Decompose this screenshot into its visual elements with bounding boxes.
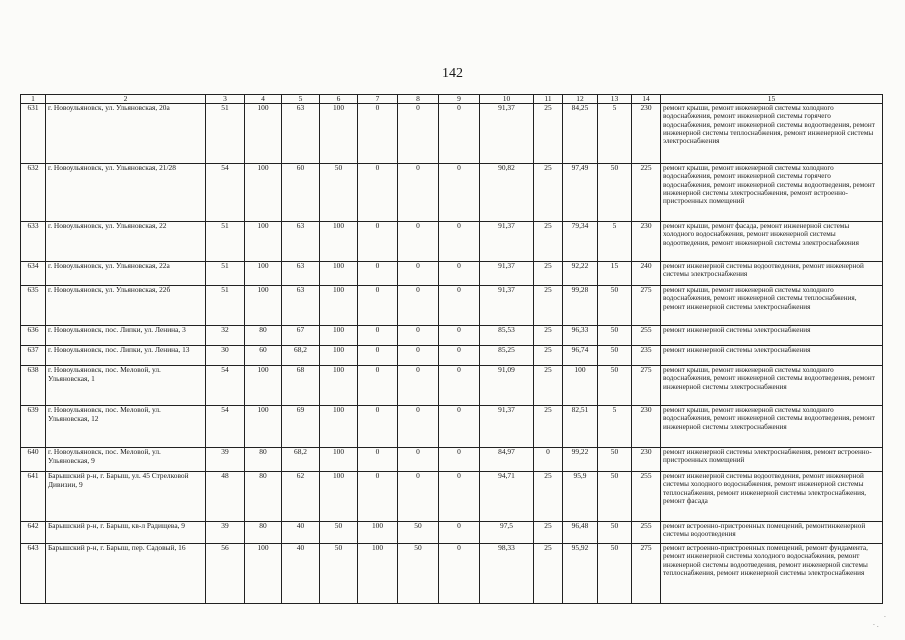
value-cell-9: 0: [439, 286, 480, 326]
value-cell-12: 79,34: [563, 222, 598, 262]
column-header-4: 4: [245, 95, 282, 104]
value-cell-9: 0: [439, 222, 480, 262]
row-number-cell: 637: [21, 346, 46, 366]
row-number-cell: 632: [21, 164, 46, 222]
value-cell-9: 0: [439, 544, 480, 604]
value-cell-11: 25: [534, 262, 563, 286]
value-cell-7: 0: [358, 286, 398, 326]
value-cell-14: 240: [632, 262, 661, 286]
value-cell-13: 5: [598, 104, 632, 164]
value-cell-7: 0: [358, 366, 398, 406]
value-cell-5: 69: [282, 406, 320, 448]
value-cell-5: 63: [282, 262, 320, 286]
value-cell-12: 92,22: [563, 262, 598, 286]
header-row: [21, 95, 883, 104]
column-header-7: 7: [358, 95, 398, 104]
column-header-6: 6: [320, 95, 358, 104]
value-cell-3: 56: [206, 544, 245, 604]
value-cell-14: 275: [632, 286, 661, 326]
value-cell-6: 100: [320, 346, 358, 366]
row-number-cell: 640: [21, 448, 46, 472]
value-cell-12: 82,51: [563, 406, 598, 448]
value-cell-3: 48: [206, 472, 245, 522]
value-cell-4: 100: [245, 286, 282, 326]
value-cell-7: 0: [358, 448, 398, 472]
value-cell-4: 100: [245, 164, 282, 222]
value-cell-11: 25: [534, 104, 563, 164]
value-cell-3: 51: [206, 286, 245, 326]
value-cell-6: 100: [320, 326, 358, 346]
value-cell-3: 51: [206, 104, 245, 164]
value-cell-14: 225: [632, 164, 661, 222]
value-cell-9: 0: [439, 522, 480, 544]
value-cell-10: 90,82: [480, 164, 534, 222]
value-cell-8: 0: [398, 262, 439, 286]
value-cell-14: 255: [632, 472, 661, 522]
value-cell-10: 98,33: [480, 544, 534, 604]
value-cell-5: 68: [282, 366, 320, 406]
value-cell-11: 25: [534, 472, 563, 522]
value-cell-8: 50: [398, 544, 439, 604]
value-cell-7: 100: [358, 544, 398, 604]
address-cell: Барышский р-н, г. Барыш, ул. 45 Стрелковой Дивизии, 9: [46, 472, 206, 522]
value-cell-14: 275: [632, 366, 661, 406]
repair-works-cell: ремонт инженерной системы водоотведения, ремонт инженерной системы электроснабжения: [661, 262, 883, 286]
value-cell-7: 0: [358, 262, 398, 286]
value-cell-14: 255: [632, 522, 661, 544]
value-cell-13: 50: [598, 164, 632, 222]
address-cell: г. Новоульяновск, ул. Ульяновская, 22: [46, 222, 206, 262]
table-row: [21, 346, 883, 366]
table-row: [21, 448, 883, 472]
scan-mark: · .: [873, 622, 879, 629]
value-cell-14: 230: [632, 406, 661, 448]
column-header-5: 5: [282, 95, 320, 104]
table-row: [21, 222, 883, 262]
value-cell-10: 85,53: [480, 326, 534, 346]
value-cell-11: 25: [534, 346, 563, 366]
value-cell-5: 40: [282, 544, 320, 604]
value-cell-7: 0: [358, 406, 398, 448]
value-cell-4: 80: [245, 448, 282, 472]
column-header-11: 11: [534, 95, 563, 104]
column-header-8: 8: [398, 95, 439, 104]
value-cell-8: 0: [398, 222, 439, 262]
row-number-cell: 635: [21, 286, 46, 326]
value-cell-3: 30: [206, 346, 245, 366]
value-cell-11: 25: [534, 366, 563, 406]
row-number-cell: 636: [21, 326, 46, 346]
value-cell-14: 230: [632, 222, 661, 262]
repair-works-cell: ремонт крыши, ремонт инженерной системы холодного водоснабжения, ремонт инженерной системы горячего водоснабжения, ремонт инженерной системы водоотведения, ремонт инженерной системы электроснабжения, ремонт встроенно-пристроенных помещений: [661, 164, 883, 222]
column-header-9: 9: [439, 95, 480, 104]
value-cell-6: 100: [320, 104, 358, 164]
value-cell-10: 84,97: [480, 448, 534, 472]
value-cell-12: 100: [563, 366, 598, 406]
row-number-cell: 641: [21, 472, 46, 522]
value-cell-7: 100: [358, 522, 398, 544]
column-header-15: 15: [661, 95, 883, 104]
table-row: [21, 326, 883, 346]
value-cell-5: 68,2: [282, 346, 320, 366]
value-cell-8: 0: [398, 406, 439, 448]
value-cell-14: 235: [632, 346, 661, 366]
table-row: [21, 164, 883, 222]
value-cell-12: 95,92: [563, 544, 598, 604]
value-cell-5: 68,2: [282, 448, 320, 472]
value-cell-10: 91,37: [480, 286, 534, 326]
value-cell-8: 0: [398, 448, 439, 472]
address-cell: г. Новоульяновск, пос. Меловой, ул. Ульяновская, 12: [46, 406, 206, 448]
value-cell-11: 25: [534, 406, 563, 448]
row-number-cell: 643: [21, 544, 46, 604]
value-cell-5: 60: [282, 164, 320, 222]
value-cell-11: 25: [534, 286, 563, 326]
value-cell-13: 50: [598, 544, 632, 604]
value-cell-4: 100: [245, 262, 282, 286]
value-cell-10: 97,5: [480, 522, 534, 544]
table-row: [21, 286, 883, 326]
column-header-3: 3: [206, 95, 245, 104]
row-number-cell: 639: [21, 406, 46, 448]
value-cell-11: 0: [534, 448, 563, 472]
value-cell-7: 0: [358, 104, 398, 164]
value-cell-13: 50: [598, 448, 632, 472]
repair-works-cell: ремонт крыши, ремонт фасада, ремонт инженерной системы холодного водоснабжения, ремонт инженерной системы водоотведения, ремонт инженерной системы электроснабжения: [661, 222, 883, 262]
value-cell-4: 100: [245, 366, 282, 406]
value-cell-12: 99,28: [563, 286, 598, 326]
value-cell-14: 275: [632, 544, 661, 604]
column-header-14: 14: [632, 95, 661, 104]
repair-works-cell: ремонт инженерной системы электроснабжения, ремонт встроенно-пристроенных помещений: [661, 448, 883, 472]
repair-works-cell: ремонт инженерной системы электроснабжения: [661, 326, 883, 346]
value-cell-8: 0: [398, 346, 439, 366]
row-number-cell: 634: [21, 262, 46, 286]
value-cell-8: 0: [398, 472, 439, 522]
value-cell-3: 54: [206, 406, 245, 448]
value-cell-9: 0: [439, 366, 480, 406]
table-row: [21, 472, 883, 522]
value-cell-10: 91,37: [480, 406, 534, 448]
column-header-10: 10: [480, 95, 534, 104]
value-cell-3: 39: [206, 448, 245, 472]
row-number-cell: 638: [21, 366, 46, 406]
scan-mark: ·: [884, 614, 886, 621]
value-cell-12: 95,9: [563, 472, 598, 522]
address-cell: г. Новоульяновск, пос. Липки, ул. Ленина, 13: [46, 346, 206, 366]
value-cell-11: 25: [534, 164, 563, 222]
value-cell-8: 0: [398, 366, 439, 406]
value-cell-11: 25: [534, 326, 563, 346]
value-cell-6: 100: [320, 472, 358, 522]
value-cell-3: 51: [206, 262, 245, 286]
value-cell-14: 255: [632, 326, 661, 346]
repair-works-cell: ремонт инженерной системы электроснабжения: [661, 346, 883, 366]
value-cell-9: 0: [439, 346, 480, 366]
value-cell-8: 0: [398, 326, 439, 346]
column-header-1: 1: [21, 95, 46, 104]
value-cell-5: 40: [282, 522, 320, 544]
column-header-13: 13: [598, 95, 632, 104]
value-cell-4: 100: [245, 104, 282, 164]
value-cell-13: 15: [598, 262, 632, 286]
value-cell-13: 50: [598, 522, 632, 544]
address-cell: г. Новоульяновск, ул. Ульяновская, 20а: [46, 104, 206, 164]
value-cell-9: 0: [439, 164, 480, 222]
repair-works-cell: ремонт крыши, ремонт инженерной системы холодного водоснабжения, ремонт инженерной системы горячего водоснабжения, ремонт инженерной системы водоотведения, ремонт инженерной системы теплоснабжения, ремонт инженерной системы электроснабжения: [661, 104, 883, 164]
table-row: [21, 522, 883, 544]
value-cell-10: 91,37: [480, 262, 534, 286]
address-cell: г. Новоульяновск, пос. Меловой, ул. Ульяновская, 9: [46, 448, 206, 472]
value-cell-11: 25: [534, 222, 563, 262]
value-cell-4: 100: [245, 222, 282, 262]
repair-works-cell: ремонт встроенно-пристроенных помещений, ремонтинженерной системы водоотведения: [661, 522, 883, 544]
value-cell-13: 5: [598, 222, 632, 262]
value-cell-10: 85,25: [480, 346, 534, 366]
repair-works-cell: ремонт встроенно-пристроенных помещений, ремонт фундамента, ремонт инженерной системы холодного водоснабжения, ремонт инженерной системы водоотведения, ремонт инженерной системы теплоснабжения, ремонт инженерной системы электроснабжения: [661, 544, 883, 604]
address-cell: г. Новоульяновск, ул. Ульяновская, 21/28: [46, 164, 206, 222]
table-row: [21, 104, 883, 164]
value-cell-12: 96,33: [563, 326, 598, 346]
column-header-12: 12: [563, 95, 598, 104]
value-cell-7: 0: [358, 346, 398, 366]
value-cell-13: 50: [598, 346, 632, 366]
value-cell-7: 0: [358, 222, 398, 262]
value-cell-6: 100: [320, 222, 358, 262]
value-cell-5: 63: [282, 286, 320, 326]
value-cell-13: 50: [598, 472, 632, 522]
value-cell-4: 80: [245, 522, 282, 544]
value-cell-6: 50: [320, 164, 358, 222]
value-cell-6: 100: [320, 406, 358, 448]
value-cell-11: 25: [534, 522, 563, 544]
value-cell-9: 0: [439, 448, 480, 472]
table-row: [21, 262, 883, 286]
repair-works-cell: ремонт инженерной системы водоотведения, ремонт инженерной системы холодного водоснабжения, ремонт инженерной системы теплоснабжения, ремонт инженерной системы электроснабжения, ремонт фасада: [661, 472, 883, 522]
value-cell-8: 50: [398, 522, 439, 544]
value-cell-7: 0: [358, 164, 398, 222]
value-cell-14: 230: [632, 448, 661, 472]
table-row: [21, 366, 883, 406]
value-cell-10: 91,37: [480, 104, 534, 164]
value-cell-5: 67: [282, 326, 320, 346]
value-cell-4: 80: [245, 326, 282, 346]
value-cell-4: 100: [245, 406, 282, 448]
value-cell-3: 54: [206, 164, 245, 222]
value-cell-9: 0: [439, 262, 480, 286]
value-cell-12: 96,74: [563, 346, 598, 366]
address-cell: Барышский р-н, г. Барыш, кв-л Радищева, 9: [46, 522, 206, 544]
repair-registry-table: [20, 94, 883, 604]
value-cell-3: 54: [206, 366, 245, 406]
value-cell-11: 25: [534, 544, 563, 604]
value-cell-4: 80: [245, 472, 282, 522]
value-cell-6: 100: [320, 366, 358, 406]
table-row: [21, 406, 883, 448]
value-cell-6: 100: [320, 286, 358, 326]
row-number-cell: 633: [21, 222, 46, 262]
value-cell-13: 5: [598, 406, 632, 448]
value-cell-5: 62: [282, 472, 320, 522]
value-cell-9: 0: [439, 104, 480, 164]
value-cell-8: 0: [398, 286, 439, 326]
row-number-cell: 631: [21, 104, 46, 164]
value-cell-13: 50: [598, 326, 632, 346]
value-cell-4: 60: [245, 346, 282, 366]
value-cell-3: 39: [206, 522, 245, 544]
value-cell-6: 50: [320, 522, 358, 544]
value-cell-10: 94,71: [480, 472, 534, 522]
value-cell-8: 0: [398, 164, 439, 222]
value-cell-3: 32: [206, 326, 245, 346]
address-cell: г. Новоульяновск, ул. Ульяновская, 22б: [46, 286, 206, 326]
repair-works-cell: ремонт крыши, ремонт инженерной системы холодного водоснабжения, ремонт инженерной системы теплоснабжения, ремонт инженерной системы электроснабжения: [661, 286, 883, 326]
value-cell-6: 100: [320, 448, 358, 472]
address-cell: Барышский р-н, г. Барыш, пер. Садовый, 16: [46, 544, 206, 604]
value-cell-13: 50: [598, 366, 632, 406]
value-cell-12: 97,49: [563, 164, 598, 222]
row-number-cell: 642: [21, 522, 46, 544]
value-cell-5: 63: [282, 222, 320, 262]
value-cell-9: 0: [439, 326, 480, 346]
repair-works-cell: ремонт крыши, ремонт инженерной системы холодного водоснабжения, ремонт инженерной системы водоотведения, ремонт инженерной системы электроснабжения: [661, 406, 883, 448]
value-cell-13: 50: [598, 286, 632, 326]
address-cell: г. Новоульяновск, пос. Липки, ул. Ленина, 3: [46, 326, 206, 346]
value-cell-10: 91,37: [480, 222, 534, 262]
address-cell: г. Новоульяновск, пос. Меловой, ул. Ульяновская, 1: [46, 366, 206, 406]
value-cell-14: 230: [632, 104, 661, 164]
page-number: 142: [442, 66, 463, 81]
table-body: [21, 104, 883, 604]
value-cell-6: 50: [320, 544, 358, 604]
value-cell-12: 99,22: [563, 448, 598, 472]
value-cell-3: 51: [206, 222, 245, 262]
value-cell-12: 84,25: [563, 104, 598, 164]
column-header-2: 2: [46, 95, 206, 104]
value-cell-7: 0: [358, 472, 398, 522]
value-cell-4: 100: [245, 544, 282, 604]
value-cell-6: 100: [320, 262, 358, 286]
table-row: [21, 544, 883, 604]
address-cell: г. Новоульяновск, ул. Ульяновская, 22а: [46, 262, 206, 286]
repair-works-cell: ремонт крыши, ремонт инженерной системы холодного водоснабжения, ремонт инженерной системы водоотведения, ремонт инженерной системы электроснабжения: [661, 366, 883, 406]
value-cell-10: 91,09: [480, 366, 534, 406]
value-cell-9: 0: [439, 472, 480, 522]
value-cell-8: 0: [398, 104, 439, 164]
value-cell-9: 0: [439, 406, 480, 448]
value-cell-12: 96,48: [563, 522, 598, 544]
value-cell-7: 0: [358, 326, 398, 346]
value-cell-5: 63: [282, 104, 320, 164]
